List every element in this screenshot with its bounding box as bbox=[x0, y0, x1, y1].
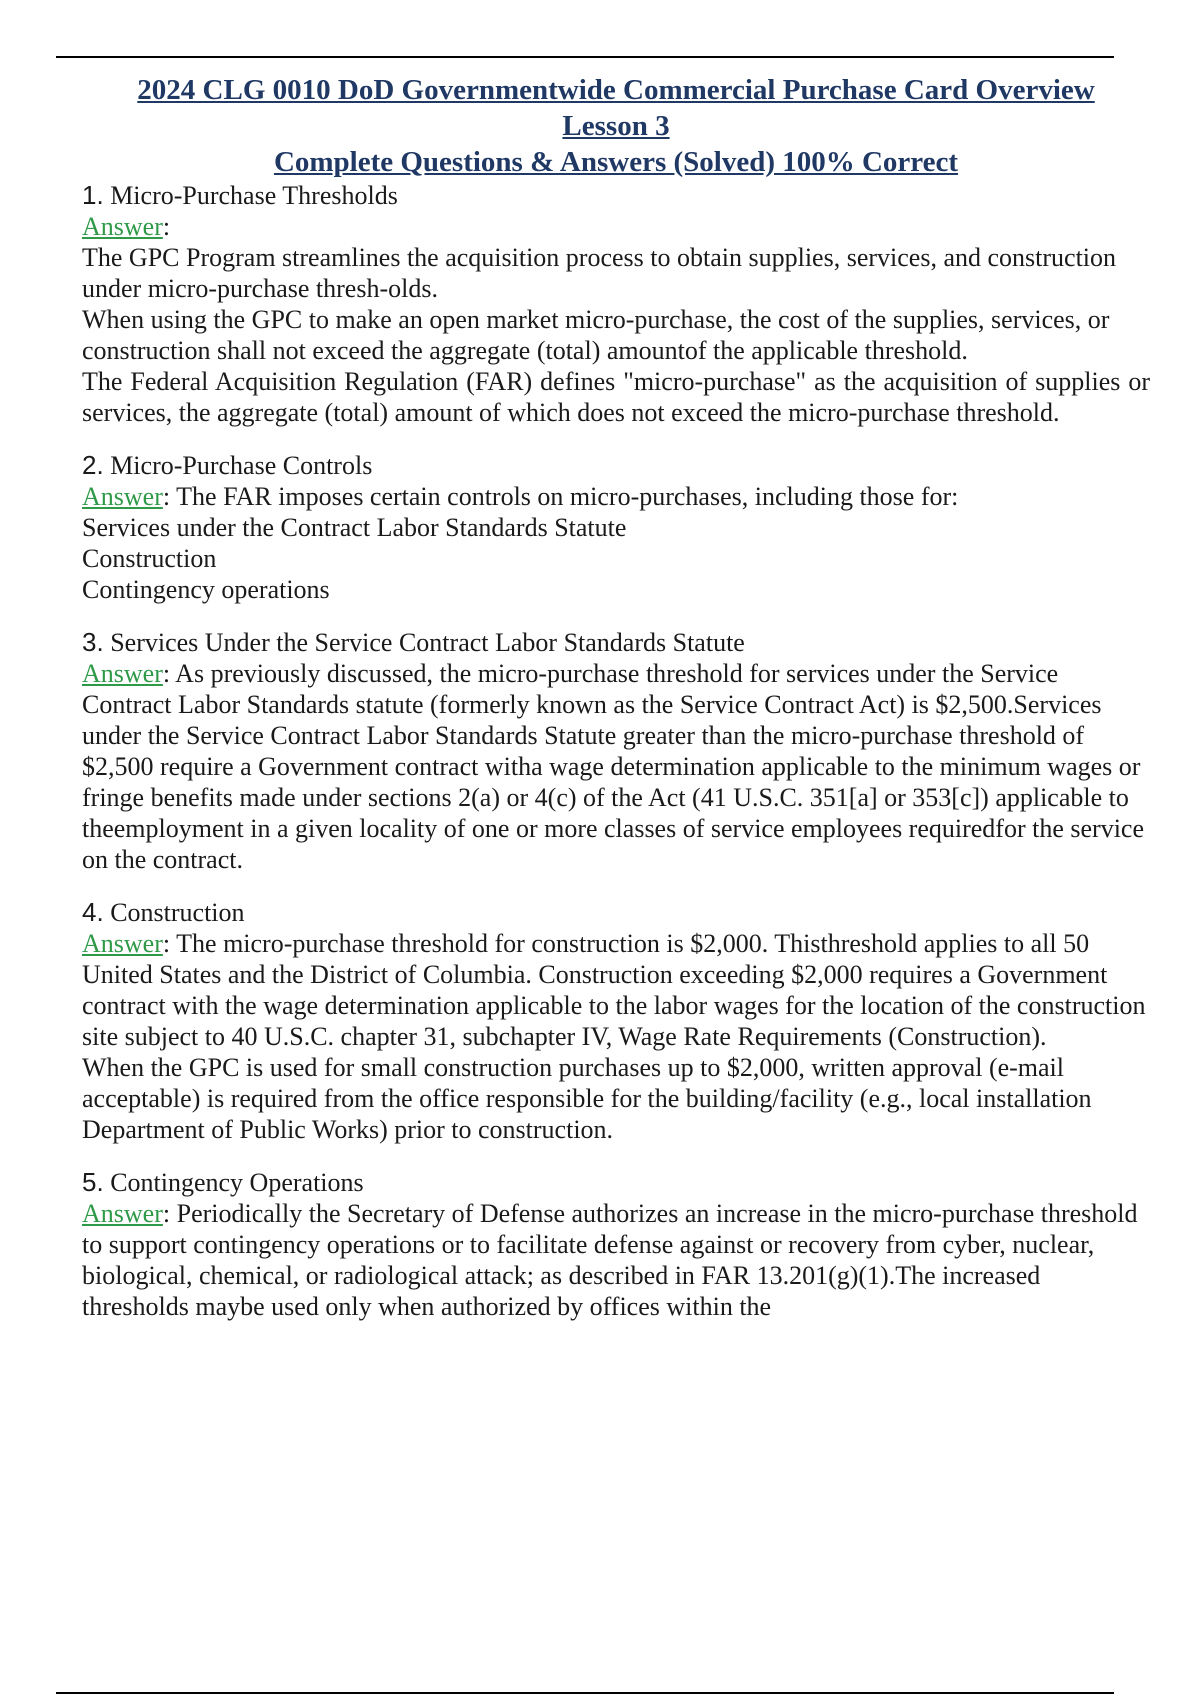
question-heading bbox=[82, 1167, 1150, 1198]
title-line-1: 2024 CLG 0010 DoD Governmentwide Commercial Purchase Card Overview bbox=[137, 74, 1095, 106]
answer-text: The FAR imposes certain controls on micro-purchases, including those for: bbox=[176, 482, 959, 511]
answer-list-item: Services under the Contract Labor Standards Statute bbox=[82, 513, 627, 542]
answer-text: Periodically the Secretary of Defense authorizes an increase in the micro-purchase threshold to support contingency operations or to facilitate defense against or recovery from cyber, nuclear, biological, chemical, or radiological attack; as described in FAR 13.201(g)(1).The increased thresholds maybe used only when authorized by offices within the bbox=[82, 1199, 1138, 1321]
title-line-3: Complete Questions & Answers (Solved) 100% Correct bbox=[273, 146, 959, 178]
question-title: Micro-Purchase Controls bbox=[110, 451, 373, 480]
answer-line: Answer: The micro-purchase threshold for construction is $2,000. Thisthreshold applies to all 50 United States and the District of Columbia. Construction exceeding $2,000 requires a Government contract with the wage determination applicable to the labor wages for the location of the construction site subject to 40 U.S.C. chapter 31, subchapter IV, Wage Rate Requirements (Construction). bbox=[82, 929, 1146, 1051]
answer-text: The micro-purchase threshold for construction is $2,000. Thisthreshold applies to all 50 United States and the District of Columbia. Construction exceeding $2,000 requires a Government contract with the wage determination applicable to the labor wages for the location of the construction site subject to 40 U.S.C. chapter 31, subchapter IV, Wage Rate Requirements (Construction). bbox=[82, 929, 1146, 1051]
question-2 bbox=[82, 450, 1150, 605]
answer-text: As previously discussed, the micro-purchase threshold for services under the Service Contract Labor Standards statute (formerly known as the Service Contract Act) is $2,500.Services under the Service Contract Labor Standards Statute greater than the micro-purchase threshold of $2,500 require a Government contract witha wage determination applicable to the minimum wages or fringe benefits made under sections 2(a) or 4(c) of the Act (41 U.S.C. 351[a] or 353[c]) applicable to theemployment in a given locality of one or more classes of service employees requiredfor the service on the contract. bbox=[82, 659, 1145, 874]
question-number: 1. bbox=[82, 180, 104, 210]
question-number: 3. bbox=[82, 627, 104, 657]
answer-paragraph: When using the GPC to make an open market micro-purchase, the cost of the supplies, services, or construction shall not exceed the aggregate (total) amountof the applicable threshold. bbox=[82, 305, 1110, 365]
answer-label: Answer bbox=[82, 659, 163, 688]
question-5 bbox=[82, 1167, 1150, 1322]
answer-label: Answer bbox=[82, 1199, 163, 1228]
answer-paragraph: The Federal Acquisition Regulation (FAR) defines "micro-purchase" as the acquisition of supplies or services, the aggregate (total) amount of which does not exceed the micro-purchase threshold. bbox=[82, 367, 1150, 427]
document-page bbox=[82, 72, 1150, 1322]
answer-label: Answer bbox=[82, 929, 163, 958]
answer-line: Answer: As previously discussed, the micro-purchase threshold for services under the Service Contract Labor Standards statute (formerly known as the Service Contract Act) is $2,500.Services under the Service Contract Labor Standards Statute greater than the micro-purchase threshold of $2,500 require a Government contract witha wage determination applicable to the minimum wages or fringe benefits made under sections 2(a) or 4(c) of the Act (41 U.S.C. 351[a] or 353[c]) applicable to theemployment in a given locality of one or more classes of service employees requiredfor the service on the contract. bbox=[82, 659, 1145, 874]
answer-line: Answer: The FAR imposes certain controls on micro-purchases, including those for: bbox=[82, 482, 959, 511]
answer-label: Answer bbox=[82, 212, 163, 241]
question-heading bbox=[82, 180, 1150, 211]
question-title: Contingency Operations bbox=[110, 1168, 364, 1197]
question-number: 4. bbox=[82, 897, 104, 927]
answer-line: Answer: Periodically the Secretary of Defense authorizes an increase in the micro-purchase threshold to support contingency operations or to facilitate defense against or recovery from cyber, nuclear, biological, chemical, or radiological attack; as described in FAR 13.201(g)(1).The increased thresholds maybe used only when authorized by offices within the bbox=[82, 1199, 1138, 1321]
question-heading bbox=[82, 627, 1150, 658]
question-heading bbox=[82, 450, 1150, 481]
bottom-rule bbox=[56, 1692, 1114, 1694]
question-number: 2. bbox=[82, 450, 104, 480]
answer-paragraph: The GPC Program streamlines the acquisition process to obtain supplies, services, and construction under micro-purchase thresh-olds. bbox=[82, 243, 1117, 303]
answer-label: Answer bbox=[82, 482, 163, 511]
top-rule bbox=[56, 56, 1114, 58]
question-title: Micro-Purchase Thresholds bbox=[110, 181, 398, 210]
question-1 bbox=[82, 180, 1150, 428]
question-heading bbox=[82, 897, 1150, 928]
document-title bbox=[82, 72, 1150, 180]
answer-list-item: Contingency operations bbox=[82, 575, 330, 604]
question-title: Construction bbox=[110, 898, 245, 927]
question-number: 5. bbox=[82, 1167, 104, 1197]
answer-line: Answer: bbox=[82, 212, 171, 241]
question-4 bbox=[82, 897, 1150, 1145]
question-title: Services Under the Service Contract Labor Standards Statute bbox=[110, 628, 745, 657]
answer-list-item: Construction bbox=[82, 544, 217, 573]
title-line-2: Lesson 3 bbox=[562, 110, 670, 142]
answer-paragraph: When the GPC is used for small construction purchases up to $2,000, written approval (e-mail acceptable) is required from the office responsible for the building/facility (e.g., local installation Department of Public Works) prior to construction. bbox=[82, 1053, 1092, 1144]
question-3 bbox=[82, 627, 1150, 875]
